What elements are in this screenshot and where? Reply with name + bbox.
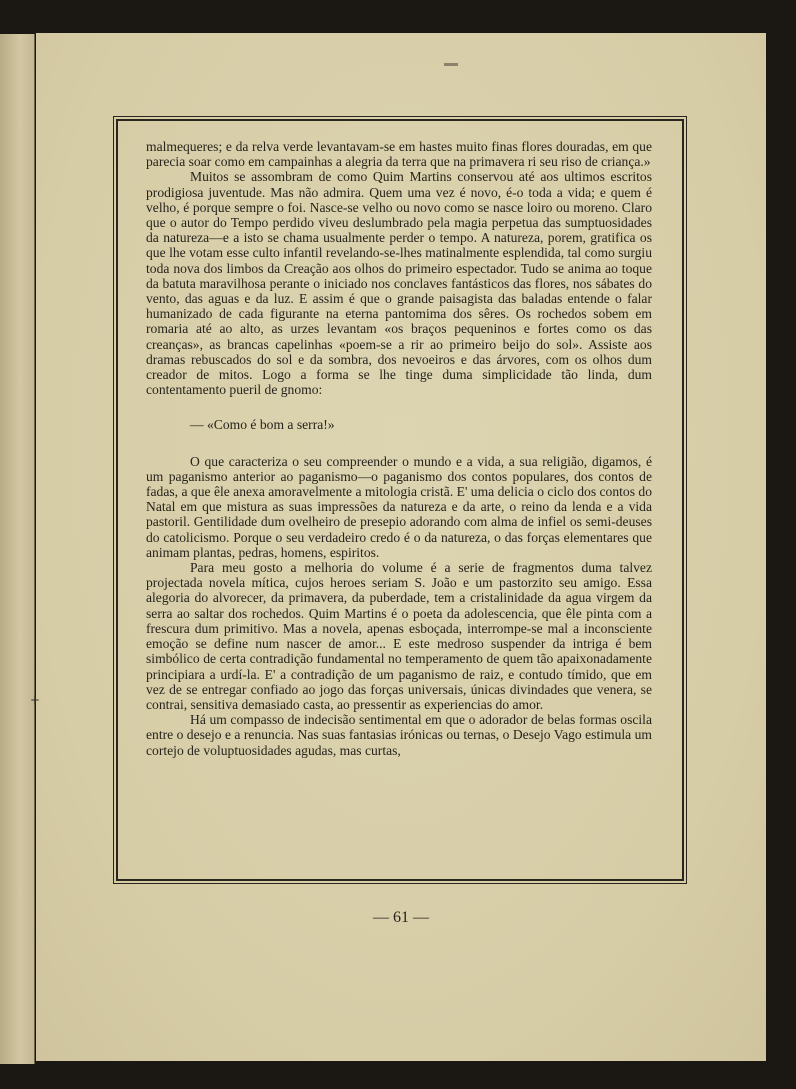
book-page xyxy=(36,33,766,1061)
paragraph-continuation: malmequeres; e da relva verde levantavam-se em hastes muito finas flores douradas, em que parecia soar como em campainhas a alegria da terra que na primavera ri seu riso de criança.» xyxy=(146,139,652,170)
paragraph: Muitos se assombram de como Quim Martins conservou até aos ultimos escritos prodigiosa juventude. Mas não admira. Quem uma vez é novo, é-o toda a vida; e quem é velho, é porque sempre o foi. Nasce-se velho ou novo como se nasce loiro ou moreno. Claro que o autor do Tempo perdido viveu deslumbrado pela magia perpetua das sumptuosidades da natureza—e a isto se chama usualmente perder o tempo. A natureza, porem, gratifica os que lhe votam esse culto infantil revelando-se-lhes matinalmente esplendida, tal como surgiu toda nova dos limbos da Creação aos olhos do primeiro espectador. Tudo se anima ao toque da batuta maravilhosa perante o iniciado nos conclaves fantásticos das flores, nos sábates do vento, das aguas e da luz. E assim é que o grande paisagista das baladas entende o falar humanizado de cada figurante na eterna pantomima dos sêres. Os rochedos sobem em romaria até ao alto, as urzes levantam «os braços pequeninos e fortes como os das creanças», as brancas capelinhas «poem-se a rir ao primeiro beijo do sol». Assiste aos dramas rebuscados do sol e da sombra, dos nevoeiros e das árvores, com os olhos dum creador de mitos. Logo a forma se lhe tinge duma simplicidade tão linda, dum contentamento pueril de gnomo: xyxy=(146,169,652,398)
facing-page-edge xyxy=(0,34,35,1064)
block-quote: — «Como é bom a serra!» xyxy=(190,417,335,433)
paragraph: O que caracteriza o seu compreender o mundo e a vida, a sua religião, digamos, é um paganismo anterior ao paganismo—o paganismo dos contos populares, dos contos de fadas, a que êle anexa amoravelmente a mitologia cristã. E' uma delicia o ciclo dos contos do Natal em que mistura as suas impressões da natureza e da arte, o reino da lenda e a vida pastoril. Gentilidade dum ovelheiro de presepio adorando com alma de infiel os semi-deuses do catolicismo. Porque o seu verdadeiro credo é o da natureza, o das forças elementares que animam plantas, pedras, homens, espiritos. xyxy=(146,453,652,560)
body-text xyxy=(146,139,652,758)
page-top-mark xyxy=(444,63,458,66)
paragraph: Há um compasso de indecisão sentimental em que o adorador de belas formas oscila entre o desejo e a renuncia. Nas suas fantasias irónicas ou ternas, o Desejo Vago estimula um cortejo de voluptuosidades agudas, mas curtas, xyxy=(146,712,652,758)
paragraph: Para meu gosto a melhoria do volume é a serie de fragmentos duma talvez projectada novela mítica, cujos heroes seriam S. João e um pastorzito seu amigo. Essa alegoria do alvorecer, da primavera, da puberdade, tem a cristalinidade da agua virgem da serra ao saltar dos rochedos. Quim Martins é o poeta da adolescencia, que êle pinta com a frescura dum primitivo. Mas a novela, apenas esboçada, interrompe-se mal a inconsciente emoção se define num nascer de amor... E este medroso suspender da intriga é bem simbólico de certa contradição fundamental no temperamento de quem tão apaixonadamente principiara a urdí-la. E' a contradição de um paganismo de raiz, e contudo tímido, que em vez de se entregar confiado ao jogo das forças universais, únicas divindades que venera, se contrai, sensitiva demasiado casta, ao pressentir as experiencias do amor. xyxy=(146,560,652,712)
margin-cross-mark: + xyxy=(30,693,41,707)
page-number: — 61 — xyxy=(373,909,429,926)
